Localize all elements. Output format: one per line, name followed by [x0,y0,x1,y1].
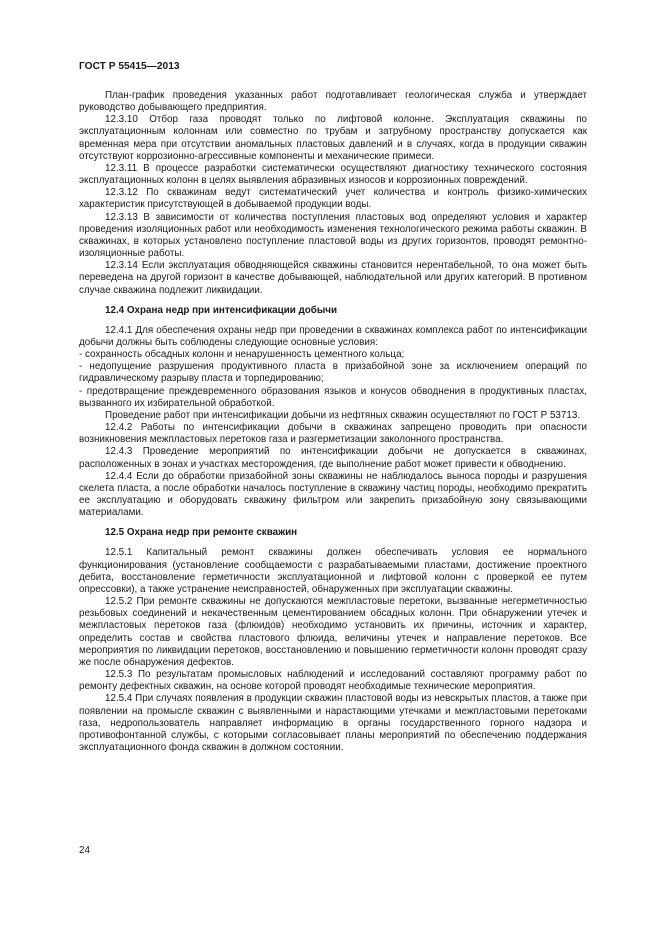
paragraph: 12.5.2 При ремонте скважины не допускаются межпластовые перетоки, вызванные негерметичностью резьбовых соединений и некачественным цементированием обсадных колонн. При обнаружении утечек и межпластовых перетоков газа (флюидов) необходимо установить их причины, источник и характер, определить состав и свойства пластового флюида, величины утечек и направление перетоков. Все мероприятия по ликвидации перетоков, восстановлению и повышению герметичности колонн проводят сразу же после обнаружения дефектов. [79,596,587,668]
paragraph: Проведение работ при интенсификации добычи из нефтяных скважин осуществляют по ГОСТ Р 53713. [105,409,581,421]
paragraph: 12.4.1 Для обеспечения охраны недр при проведении в скважинах комплекса работ по интенсификации добычи должны быть соблюдены следующие основные условия: [79,324,587,348]
paragraph: 12.5.1 Капитальный ремонт скважины должен обеспечивать условия ее нормального функционирования (установление сообщаемости с разрабатываемыми пластами, достижение проектного дебита, восстановление герметичности эксплуатационной и лифтовой колонн с проверкой ее путем опрессовки), а также устранение неисправностей, обнаруженных при эксплуатации скважины. [79,547,587,595]
paragraph: 12.4.3 Проведение мероприятий по интенсификации добычи не допускается в скважинах, расположенных в зонах и участках месторождения, где выполнение работ может привести к обводнению. [79,446,587,470]
paragraph: 12.3.12 По скважинам ведут систематический учет количества и контроль физико-химических характеристик присутствующей в добываемой продукции воды. [79,187,587,211]
paragraph: 12.3.10 Отбор газа проводят только по лифтовой колонне. Эксплуатация скважины по эксплуатационным колоннам или совместно по трубам и затрубному пространству допускается как временная мера при отсутствии аномальных пластовых давлений и в случаях, когда в продукции скважин отсутствуют коррозионно-агрессивные компоненты и механические примеси. [79,114,587,162]
list-item: - предотвращение преждевременного образования языков и конусов обводнения в продуктивных пластах, вызванного их избирательной обработкой. [79,385,587,409]
list-item: - сохранность обсадных колонн и ненарушенность цементного кольца; [79,349,405,361]
list-item: - недопущение разрушения продуктивного пласта в призабойной зоне за исключением операций по гидравлическому разрыву пласта и торпедированию; [79,361,587,385]
paragraph: 12.3.13 В зависимости от количества поступления пластовых вод определяют условия и характер проведения изоляционных работ или необходимость изменения технологического режима работы скважин. В скважинах, в которых установлено поступление пластовой воды из других горизонтов, проводят ремонтно-изоляционные работы. [79,211,587,260]
paragraph: План-график проведения указанных работ подготавливает геологическая служба и утверждает руководство добывающего предприятия. [79,90,587,114]
document-body [79,90,587,754]
paragraph: 12.3.14 Если эксплуатация обводняющейся скважины становится нерентабельной, то она может быть переведена на другой горизонт в качестве добывающей, наблюдательной или других категорий. В противном случае скважина подлежит ликвидации. [79,260,587,296]
paragraph: 12.4.4 Если до обработки призабойной зоны скважины не наблюдалось выноса породы и разрушения скелета пласта, а после обработки началось поступление в скважину частиц породы, необходимо прекратить ее эксплуатацию и оборудовать скважину фильтром или закрепить призабойную зону связывающими материалами. [79,470,587,519]
section-heading: 12.4 Охрана недр при интенсификации добычи [105,304,338,316]
section-heading: 12.5 Охрана недр при ремонте скважин [105,527,298,539]
document-header: ГОСТ Р 55415—2013 [79,61,180,72]
paragraph: 12.4.2 Работы по интенсификации добычи в скважинах запрещено проводить при опасности возникновения межпластовых перетоков газа и разгерметизации заколонного пространства. [79,422,587,446]
paragraph: 12.5.3 По результатам промысловых наблюдений и исследований составляют программу работ по ремонту дефектных скважин, на основе которой проводят необходимые технические мероприятия. [79,669,587,693]
page-number: 24 [79,845,90,856]
paragraph: 12.3.11 В процессе разработки систематически осуществляют диагностику технического состояния эксплуатационных колонн в целях выявления абразивных износов и коррозионных повреждений. [79,162,587,187]
paragraph: 12.5.4 При случаях появления в продукции скважин пластовой воды из невскрытых пластов, а также при появлении на промысле скважин с выявленными и нарастающими утечками и межпластовыми перетоками газа, недропользователь направляет информацию в органы государственного горного надзора и противофонтанной службы, с которыми согласовывает планы мероприятий по обеспечению поддержания эксплуатационного фонда скважин в должном состоянии. [79,693,587,753]
